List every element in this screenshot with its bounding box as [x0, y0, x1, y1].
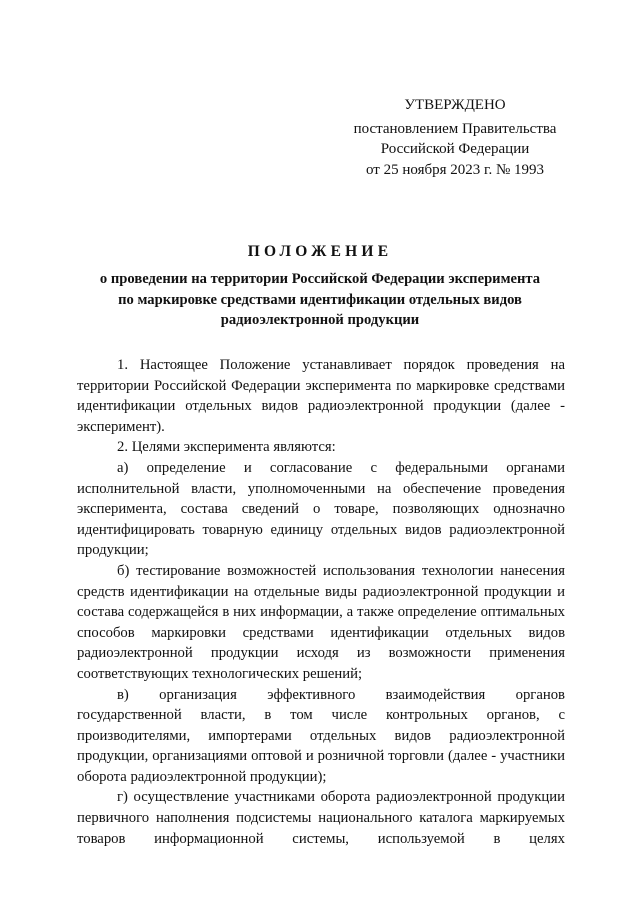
paragraph-2: 2. Целями эксперимента являются: — [117, 439, 336, 456]
subtitle-line: радиоэлектронной продукции — [220, 312, 420, 328]
approval-date: от 25 ноября 2023 г. № 1993 — [365, 161, 545, 178]
document-subtitle — [70, 269, 570, 331]
document-body — [77, 355, 565, 849]
subtitle-line: о проведении на территории Российской Федерации эксперимента — [99, 271, 541, 287]
paragraph-4: б) тестирование возможностей использования технологии нанесения средств идентификации на отдельные виды радиоэлектронной продукции и состава содержащейся в них информации, а также определение оптимальных способов маркировки средствами идентификации отдельных видов радиоэлектронной продукции исходя из возможности применения соответствующих технологических решений; — [77, 562, 565, 682]
approval-block — [330, 95, 580, 180]
document-title: ПОЛОЖЕНИЕ — [247, 243, 393, 260]
paragraph-3: а) определение и согласование с федеральными органами исполнительной власти, уполномоченными на обеспечение проведения эксперимента, состава сведений о товаре, позволяющих однозначно идентифицировать товарную единицу отдельных видов радиоэлектронной продукции; — [77, 459, 565, 559]
approval-line: постановлением Правительства — [353, 120, 557, 137]
subtitle-line: по маркировке средствами идентификации отдельных видов — [118, 291, 522, 308]
paragraph-1: 1. Настоящее Положение устанавливает порядок проведения на территории Российской Федерации эксперимента по маркировке средствами идентификации отдельных видов радиоэлектронной продукции (далее - эксперимент). — [77, 357, 565, 435]
approval-stamp: УТВЕРЖДЕНО — [404, 97, 506, 113]
approval-line: Российской Федерации — [380, 141, 530, 157]
paragraph-6: г) осуществление участниками оборота радиоэлектронной продукции первичного наполнения подсистемы национального каталога маркируемых товаров информационной системы, используемой в целях — [77, 789, 565, 847]
paragraph-5: в) организация эффективного взаимодействия органов государственной власти, в том числе контрольных органов, с производителями, импортерами отдельных видов радиоэлектронной продукции, организациями оптовой и розничной торговли (далее - участники оборота радиоэлектронной продукции); — [77, 686, 565, 785]
